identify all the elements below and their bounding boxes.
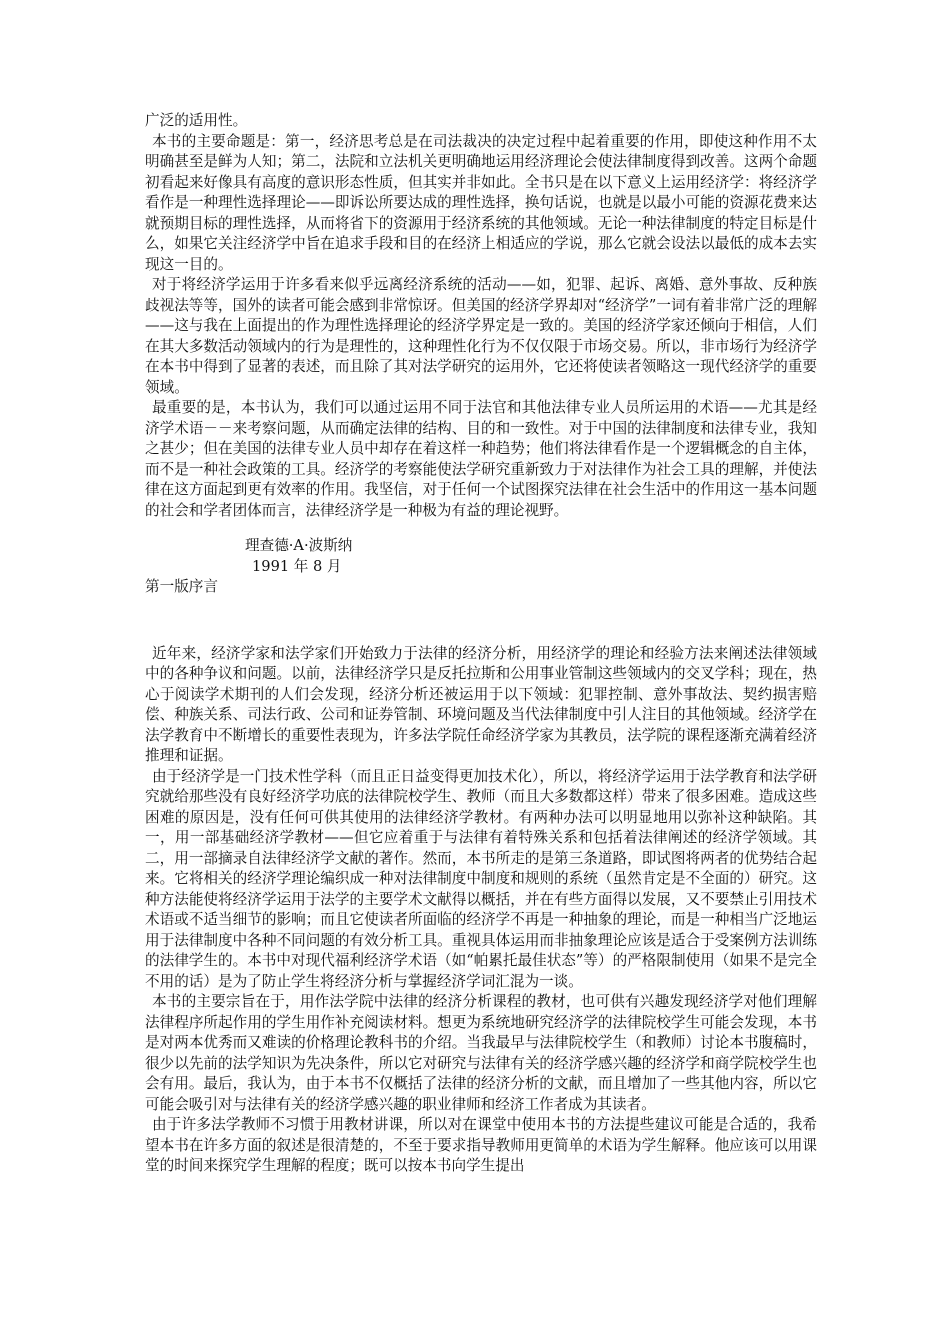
signature-name: 理查德·A·波斯纳 [245, 537, 353, 554]
paragraph: 本书的主要命题是：第一，经济思考总是在司法裁决的决定过程中起着重要的作用，即使这种作用不太明确甚至是鲜为人知；第二，法院和立法机关更明确地运用经济理论会使法律制度得到改善。这两个命题初看起来好像具有高度的意识形态性质，但其实并非如此。全书只是在以下意义上运用经济学：将经济学看作是一种理性选择理论——即诉讼所要达成的理性选择，换句话说，也就是以最小可能的资源花费来达就预期目标的理性选择，从而将省下的资源用于经济系统的其他领域。无论一种法律制度的特定目标是什么，如果它关注经济学中旨在追求手段和目的在经济上相适应的学说，那么它就会设法以最低的成本去实现这一目的。 [145, 132, 817, 273]
signature-date: 1991 年 8 月 [252, 558, 342, 575]
paragraph: 由于许多法学教师不习惯于用教材讲课，所以对在课堂中使用本书的方法提些建议可能是合适的，我希望本书在许多方面的叙述是很清楚的，不至于要求指导教师用更简单的术语为学生解释。他应该可以用课堂的时间来探究学生理解的程度；既可以按本书向学生提出 [145, 1116, 817, 1174]
paragraph: 最重要的是，本书认为，我们可以通过运用不同于法官和其他法律专业人员所运用的术语——尤其是经济学术语－－来考察问题，从而确定法律的结构、目的和一致性。对于中国的法律制度和法律专业，我知之甚少；但在美国的法律专业人员中却存在着这样一种趋势；他们将法律看作是一个逻辑概念的自主体，而不是一种社会政策的工具。经济学的考察能使法学研究重新致力于对法律作为社会工具的理解，并使法律在这方面起到更有效率的作用。我坚信，对于任何一个试图探究法律在社会生活中的作用这一基本问题的社会和学者团体而言，法律经济学是一种极为有益的理论视野。 [145, 399, 817, 519]
paragraph: 由于经济学是一门技术性学科（而且正日益变得更加技术化），所以，将经济学运用于法学教育和法学研究就给那些没有良好经济学功底的法律院校学生、教师（而且大多数都这样）带来了很多困难。造成这些困难的原因是，没有任何可供其使用的法律经济学教材。有两种办法可以明显地用以弥补这种缺陷。其一，用一部基础经济学教材——但它应着重于与法律有着特殊关系和包括着法律阐述的经济学领域。其二，用一部摘录自法律经济学文献的著作。然而，本书所走的是第三条道路，即试图将两者的优势结合起来。它将相关的经济学理论编织成一种对法律制度中制度和规则的系统（虽然肯定是不全面的）研究。这种方法能使将经济学运用于法学的主要学术文献得以概括，并在有些方面得以发展，又不要禁止引用技术术语或不适当细节的影响；而且它使读者所面临的经济学不再是一种抽象的理论，而是一种相当广泛地运用于法律制度中各种不同问题的有效分析工具。重视具体运用而非抽象理论应该是适合于受案例方法训练的法律学生的。本书中对现代福利经济学术语（如“帕累托最佳状态”等）的严格限制使用（如果不是完全不用的话）是为了防止学生将经济分析与掌握经济学词汇混为一谈。 [145, 767, 817, 990]
continuation-line: 广泛的适用性。 [145, 112, 248, 129]
document-page [145, 111, 817, 1177]
paragraph: 对于将经济学运用于许多看来似乎远离经济系统的活动——如，犯罪、起诉、离婚、意外事故、反种族歧视法等等，国外的读者可能会感到非常惊讶。但美国的经济学界却对“经济学”一词有着非常广泛的理解——这与我在上面提出的作为理性选择理论的经济学界定是一致的。美国的经济学家还倾向于相信，人们在其大多数活动领域内的行为是理性的，这种理性化行为不仅仅限于市场交易。所以，非市场行为经济学在本书中得到了显著的表述，而且除了其对法学研究的运用外，它还将使读者领略这一现代经济学的重要领域。 [145, 276, 817, 396]
paragraph: 本书的主要宗旨在于，用作法学院中法律的经济分析课程的教材，也可供有兴趣发现经济学对他们理解法律程序所起作用的学生用作补充阅读材料。想更为系统地研究经济学的法律院校学生可能会发现，本书是对两本优秀而又难读的价格理论教科书的介绍。当我最早与法律院校学生（和教师）讨论本书腹稿时，很少以先前的法学知识为先决条件，所以它对研究与法律有关的经济学感兴趣的经济学和商学院校学生也会有用。最后，我认为，由于本书不仅概括了法律的经济分析的文献，而且增加了一些其他内容，所以它可能会吸引对与法律有关的经济学感兴趣的职业律师和经济工作者成为其读者。 [145, 993, 817, 1113]
section-heading: 第一版序言 [145, 578, 218, 595]
paragraph: 近年来，经济学家和法学家们开始致力于法律的经济分析，用经济学的理论和经验方法来阐述法律领域中的各种争议和问题。以前，法律经济学只是反托拉斯和公用事业管制这些领域内的交叉学科；现在，热心于阅读学术期刊的人们会发现，经济分析还被运用于以下领域：犯罪控制、意外事故法、契约损害赔偿、种族关系、司法行政、公司和证券管制、环境问题及当代法律制度中引人注目的其他领域。经济学在法学教育中不断增长的重要性表现为，许多法学院任命经济学家为其教员，法学院的课程逐渐充满着经济推理和证据。 [145, 644, 817, 764]
